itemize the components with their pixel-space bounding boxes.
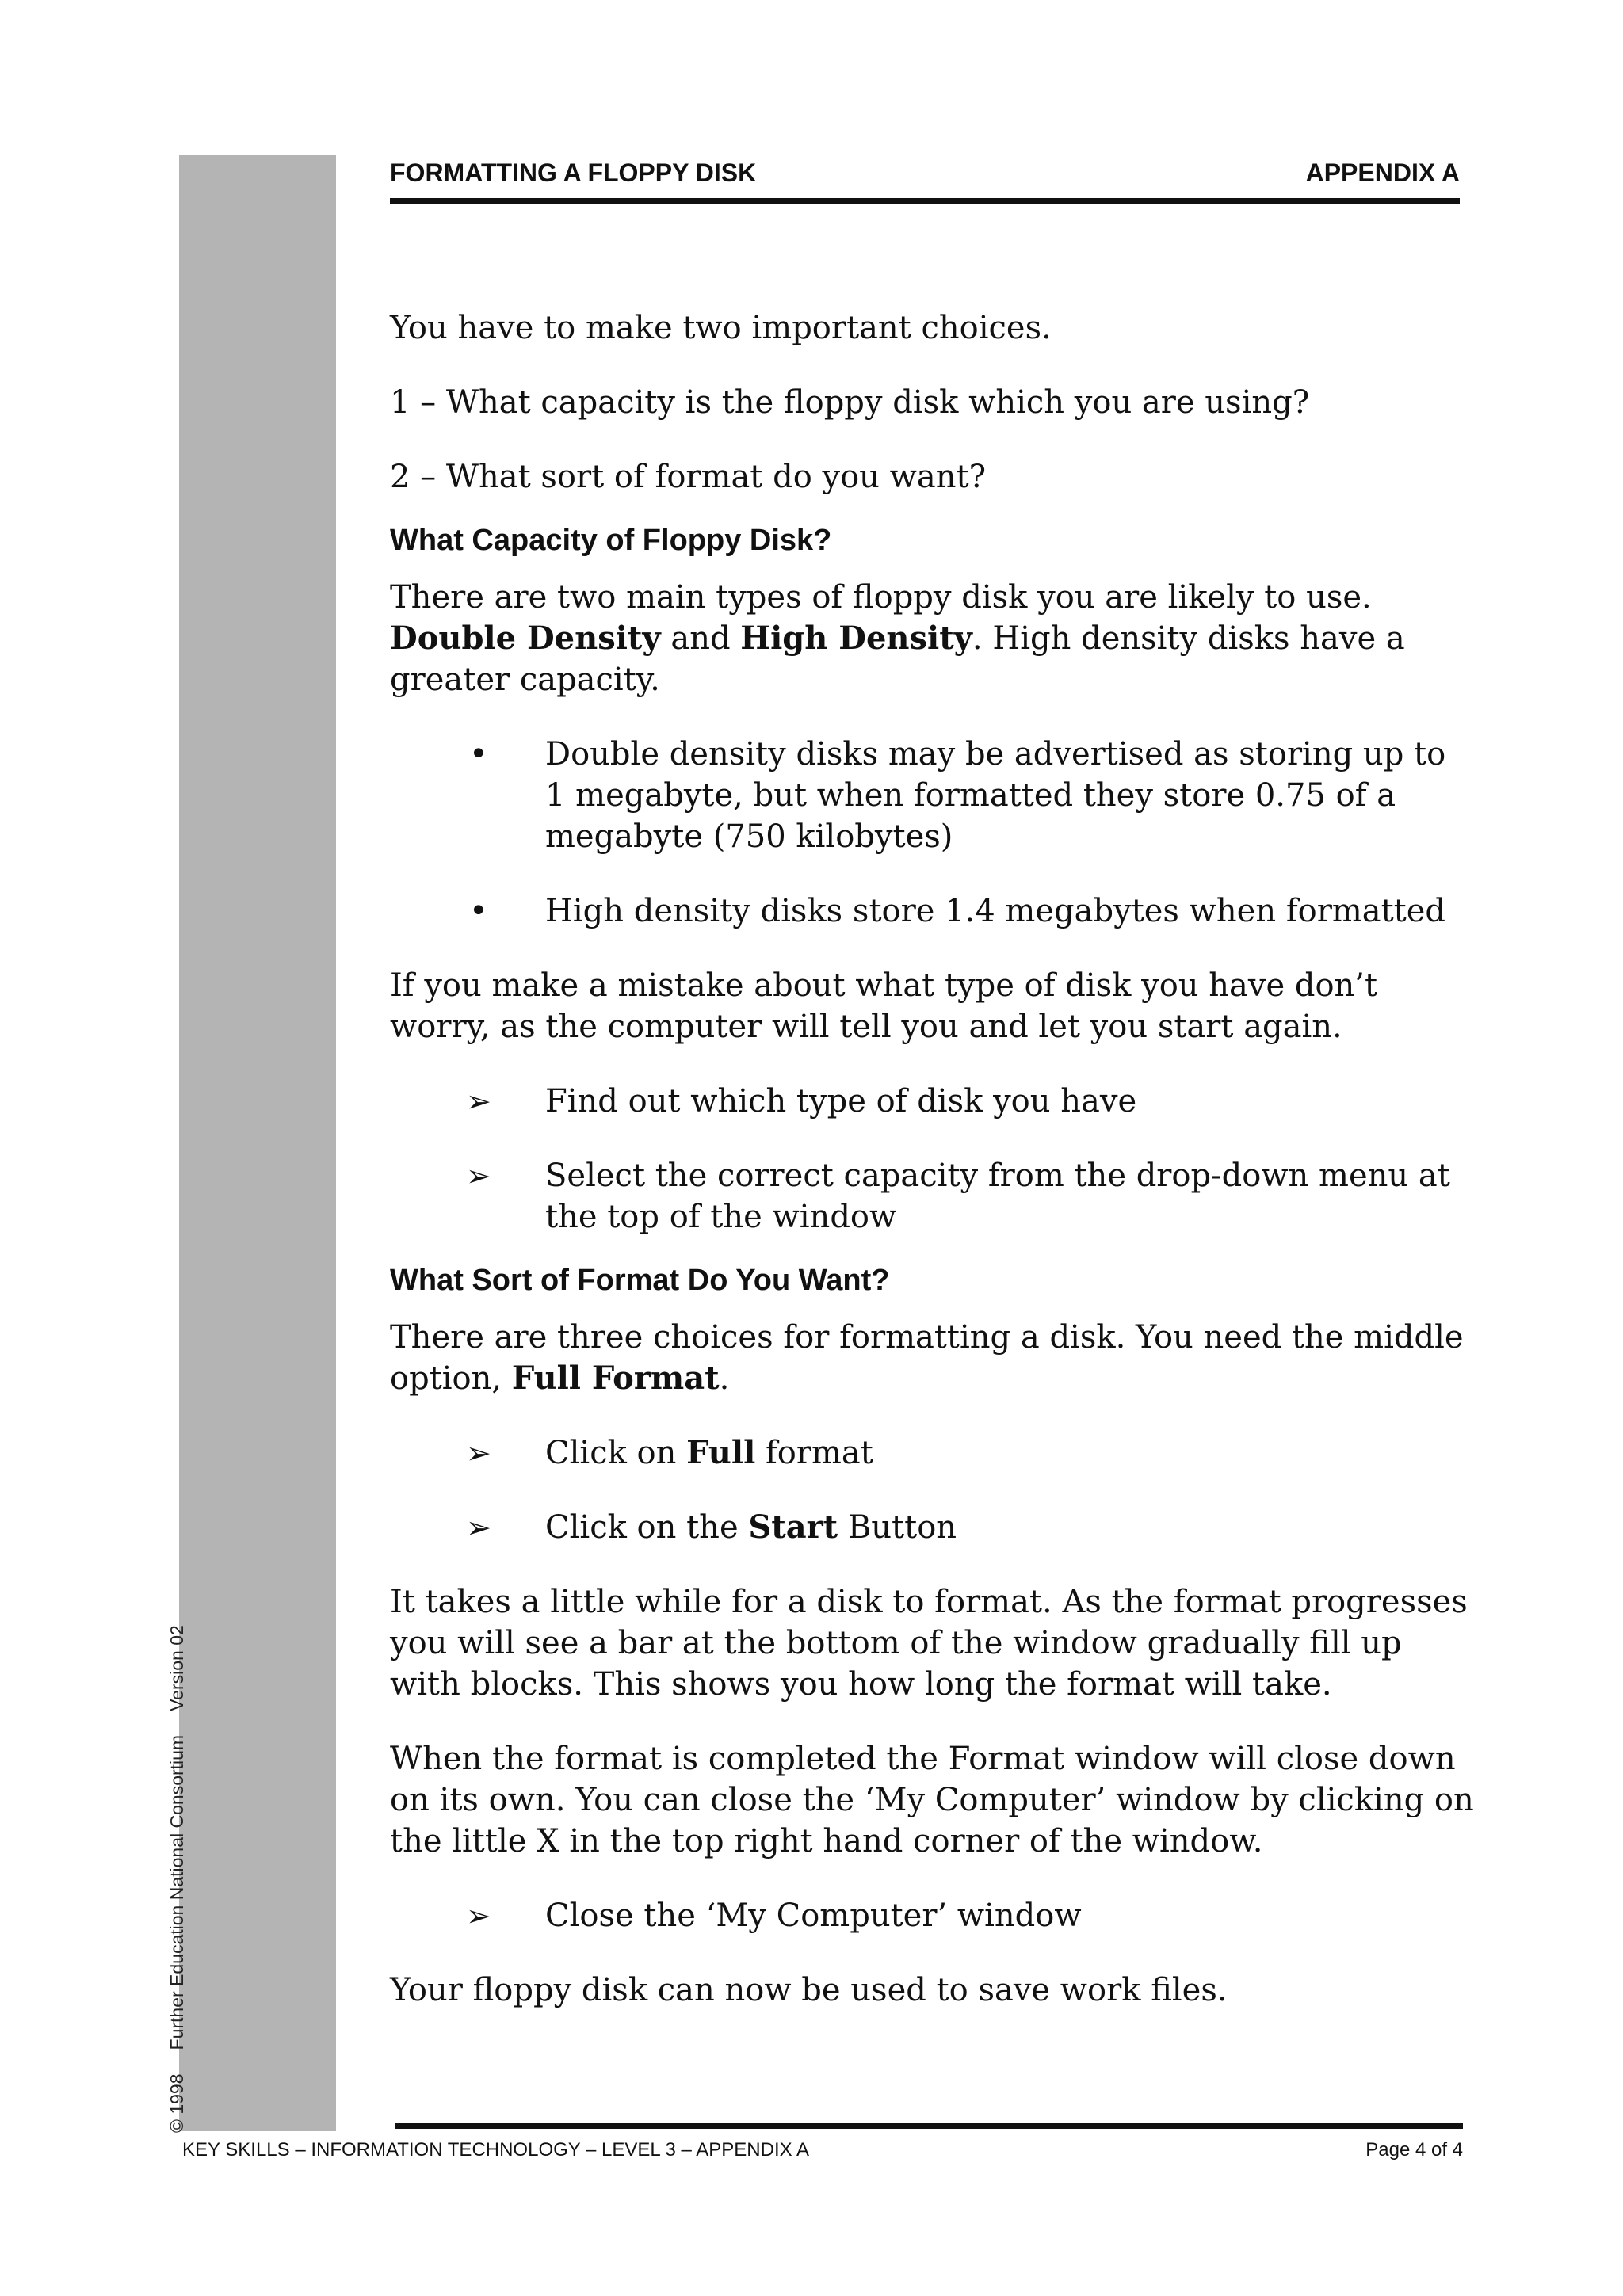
header-section: APPENDIX A bbox=[1305, 158, 1460, 187]
step-item bbox=[390, 1081, 1476, 1122]
step-text: Select the correct capacity from the drop-down menu at the top of the window bbox=[545, 1158, 1450, 1235]
bullet-text: Double density disks may be advertised as storing up to 1 megabyte, but when formatted they store 0.75 of a megabyte (750 kilobytes) bbox=[545, 736, 1446, 855]
step-text: Click on the Start Button bbox=[545, 1508, 957, 1546]
capacity-paragraph: There are two main types of floppy disk you are likely to use. Double Density and High Density. High density disks have a greater capacity. bbox=[390, 579, 1405, 698]
full-format-term: Full Format bbox=[511, 1360, 720, 1397]
arrow-icon: ➢ bbox=[466, 1158, 491, 1193]
step-text: Close the ‘My Computer’ window bbox=[545, 1897, 1082, 1934]
gray-margin-bar bbox=[179, 155, 336, 2131]
format-heading: What Sort of Format Do You Want? bbox=[390, 1264, 890, 1297]
copyright-note bbox=[166, 1625, 188, 2133]
step-text: Find out which type of disk you have bbox=[545, 1083, 1137, 1119]
bullet-icon: • bbox=[469, 736, 488, 772]
arrow-icon: ➢ bbox=[466, 1898, 491, 1933]
capacity-heading: What Capacity of Floppy Disk? bbox=[390, 524, 832, 557]
page-header bbox=[390, 155, 1460, 204]
step-text: Click on Full format bbox=[545, 1434, 873, 1471]
progress-paragraph: It takes a little while for a disk to format. As the format progresses you will see a bar at the bottom of the window gradually fill up with blocks. This shows you how long the format will take. bbox=[390, 1584, 1468, 1703]
version-label: Version 02 bbox=[166, 1625, 187, 1711]
final-paragraph: Your floppy disk can now be used to save work files. bbox=[390, 1972, 1228, 2008]
step-item bbox=[390, 1895, 1476, 1936]
bullet-icon: • bbox=[469, 893, 488, 929]
page-number: Page 4 of 4 bbox=[1365, 2139, 1463, 2161]
bullet-text: High density disks store 1.4 megabytes when formatted bbox=[545, 893, 1446, 929]
choice-two: 2 – What sort of format do you want? bbox=[390, 459, 987, 495]
double-density-term: Double Density bbox=[390, 620, 661, 657]
list-item bbox=[390, 734, 1476, 857]
header-title: FORMATTING A FLOPPY DISK bbox=[390, 158, 757, 187]
completed-paragraph: When the format is completed the Format window will close down on its own. You can close the ‘My Computer’ window by clicking on the little X in the top right hand corner of the window. bbox=[390, 1741, 1474, 1859]
arrow-icon: ➢ bbox=[466, 1510, 491, 1545]
arrow-icon: ➢ bbox=[466, 1084, 491, 1119]
step-item bbox=[390, 1155, 1476, 1238]
copyright-year: © 1998 bbox=[166, 2073, 187, 2133]
footer-rule bbox=[395, 2123, 1463, 2129]
high-density-term: High Density bbox=[740, 620, 972, 657]
choice-one: 1 – What capacity is the floppy disk which you are using? bbox=[390, 384, 1310, 421]
intro-paragraph: You have to make two important choices. bbox=[390, 310, 1052, 346]
mistake-paragraph: If you make a mistake about what type of disk you have don’t worry, as the computer will tell you and let you start again. bbox=[390, 967, 1378, 1045]
format-paragraph: There are three choices for formatting a disk. You need the middle option, Full Format. bbox=[390, 1319, 1464, 1397]
step-item bbox=[390, 1507, 1476, 1548]
document-body bbox=[390, 307, 1476, 2044]
copyright-org: Further Education National Consortium bbox=[166, 1734, 187, 2050]
arrow-icon: ➢ bbox=[466, 1436, 491, 1470]
list-item bbox=[390, 891, 1476, 932]
footer-course: KEY SKILLS – INFORMATION TECHNOLOGY – LEVEL 3 – APPENDIX A bbox=[182, 2139, 809, 2161]
step-item bbox=[390, 1432, 1476, 1474]
